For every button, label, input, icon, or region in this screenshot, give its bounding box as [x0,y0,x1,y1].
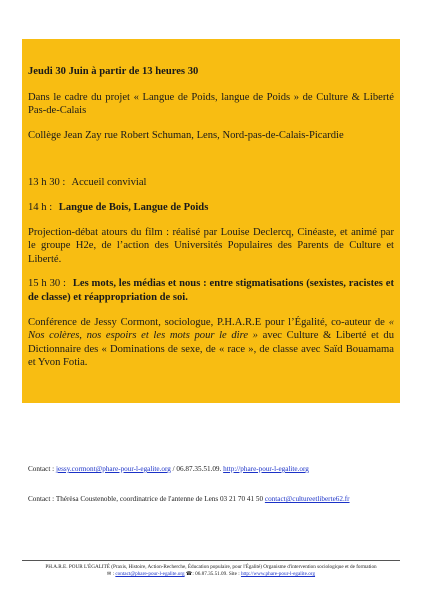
schedule-item-film [28,201,394,215]
project-description: Dans le cadre du projet « Langue de Poids, langue de Poids » de Culture & Liberté Pas-de-Calais [28,91,394,117]
phone-icon: ☎ [185,571,193,577]
footer-email-link[interactable]: contact@phare-pour-l-egalite.org [115,571,185,577]
email-link[interactable]: jessy.cormont@phare-pour-l-egalite.org [55,465,171,473]
footer-divider [22,560,400,561]
schedule-time: 13 h 30 : [28,177,66,189]
mail-icon: ✉ [106,571,112,577]
footer-contact-line: ✉ : contact@phare-pour-l-egalite.org ☎: 06.87.35.51.09. Site : http://www.phare-pour-l-egalite.org [106,571,316,577]
book-title: « Nos colères, nos espoirs et les mots pour le dire » [28,316,394,342]
contact-theresa [28,495,350,504]
footer-site-label: Site : [228,571,241,577]
schedule-time: 14 h : [28,201,53,213]
conference-text-after: avec Culture & Liberté et du Dictionnaire des « Dominations de sexe, de « race », de classe avec Saïd Bouamama et Yvon Fotia. [28,330,394,369]
schedule-item-welcome [28,176,394,190]
conference-text-before: Conférence de Jessy Cormont, sociologue, P.H.A.R.E pour l’Égalité, co-auteur de [28,316,385,328]
schedule-title: Langue de Bois, Langue de Poids [58,201,209,213]
projection-description: Projection-débat atours du film : réalisé par Louise Declercq, Cinéaste, et animé par le groupe H2e, de l’action des Universités Populaires des Parents de Culture et Liberté. [28,226,394,265]
page-footer [22,564,400,578]
schedule-time: 15 h 30 : [28,278,66,290]
schedule-title: Accueil convivial [71,177,147,189]
event-date-heading: Jeudi 30 Juin à partir de 13 heures 30 [28,66,199,77]
contact-separator: / 06.87.35.51.09. [170,465,224,473]
conference-description [28,316,394,370]
footer-phone: : 06.87.35.51.09. [192,571,228,577]
footer-organisation: PH.A.R.E. POUR L'ÉGALITÉ (Praxis, Histoire, Action-Recherche, Éducation populaire, pour l'Égalité) Organisme d'intervention sociologique et de formation [45,564,377,570]
schedule-item-conference [28,277,394,304]
website-link[interactable]: http://phare-pour-l-egalite.org [223,465,309,473]
schedule-title: Les mots, les médias et nous : entre stigmatisations (sexistes, racistes et de classe) et réappropriation de soi. [28,278,394,303]
footer-website-link[interactable]: http://www.phare-pour-l-egalite.org [240,571,316,577]
email-link[interactable]: contact@cultureetliberte62.fr [264,495,350,503]
contact-jessy [28,465,309,474]
event-announcement-box [22,39,400,403]
contact-text: Contact : Thérèsa Coustenoble, coordinatrice de l'antenne de Lens 03 21 70 41 50 [28,495,265,503]
venue-address: Collège Jean Zay rue Robert Schuman, Lens, Nord-pas-de-Calais-Picardie [28,129,344,141]
contact-prefix: Contact : [28,465,56,473]
